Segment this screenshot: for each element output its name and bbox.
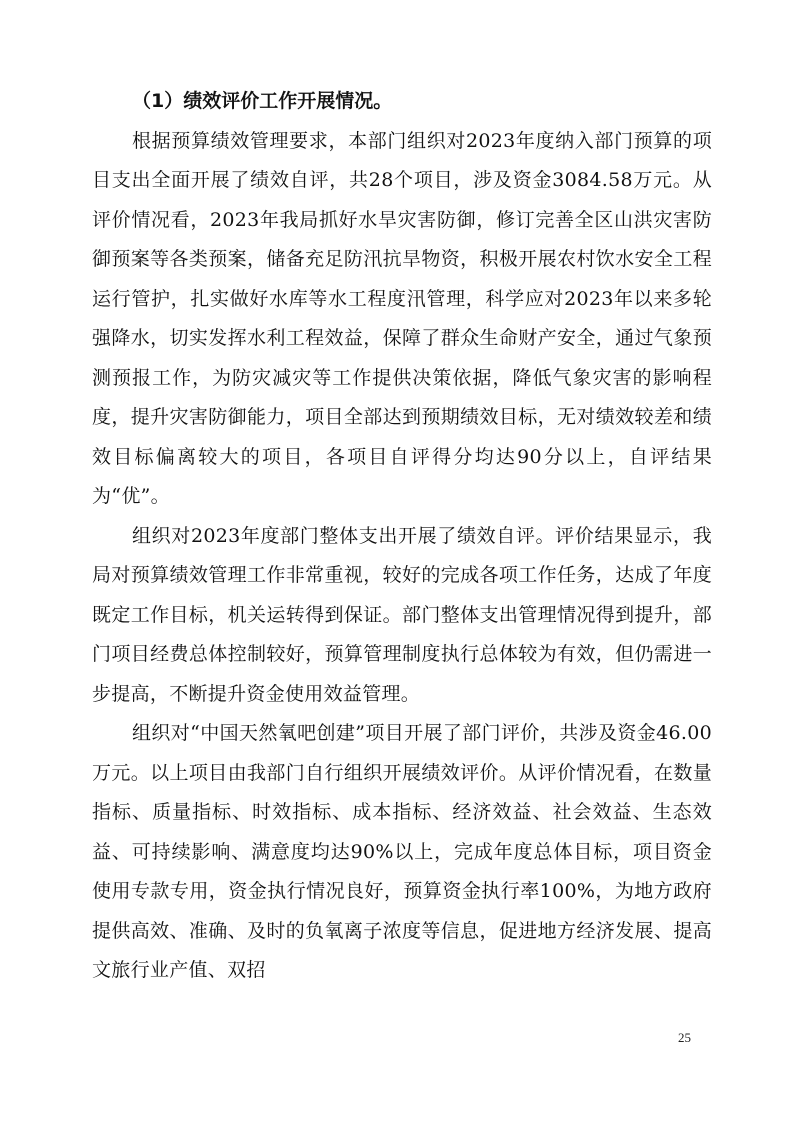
paragraph-department-overall-evaluation: 组织对2023年度部门整体支出开展了绩效自评。评价结果显示，我局对预算绩效管理工作非常重视，较好的完成各项工作任务，达成了年度既定工作目标，机关运转得到保证。部门整体支出管理情况得到提升，部门项目经费总体控制较好，预算管理制度执行总体较为有效，但仍需进一步提高，不断提升资金使用效益管理。 bbox=[92, 524, 712, 705]
section-heading: （1）绩效评价工作开展情况。 bbox=[132, 90, 393, 112]
paragraph-oxygen-bar-project-evaluation: 组织对“中国天然氧吧创建”项目开展了部门评价，共涉及资金46.00万元。以上项目由我部门自行组织开展绩效评价。从评价情况看，在数量指标、质量指标、时效指标、成本指标、经济效益、社会效益、生态效益、可持续影响、满意度均达90%以上，完成年度总体目标，项目资金使用专款专用，资金执行情况良好，预算资金执行率100%，为地方政府提供高效、准确、及时的负氧离子浓度等信息，促进地方经济发展、提高文旅行业产值、双招 bbox=[92, 722, 712, 981]
paragraph-project-self-evaluation: 根据预算绩效管理要求，本部门组织对2023年度纳入部门预算的项目支出全面开展了绩效自评，共28个项目，涉及资金3084.58万元。从评价情况看，2023年我局抓好水旱灾害防御，修订完善全区山洪灾害防御预案等各类预案，储备充足防汛抗旱物资，积极开展农村饮水安全工程运行管护，扎实做好水库等水工程度汛管理，科学应对2023年以来多轮强降水，切实发挥水利工程效益，保障了群众生命财产安全，通过气象预测预报工作，为防灾减灾等工作提供决策依据，降低气象灾害的影响程度，提升灾害防御能力，项目全部达到预期绩效目标，无对绩效较差和绩效目标偏离较大的项目，各项目自评得分均达90分以上，自评结果为“优”。 bbox=[92, 129, 712, 507]
page-number: 25 bbox=[678, 1030, 691, 1045]
document-page bbox=[92, 82, 712, 991]
